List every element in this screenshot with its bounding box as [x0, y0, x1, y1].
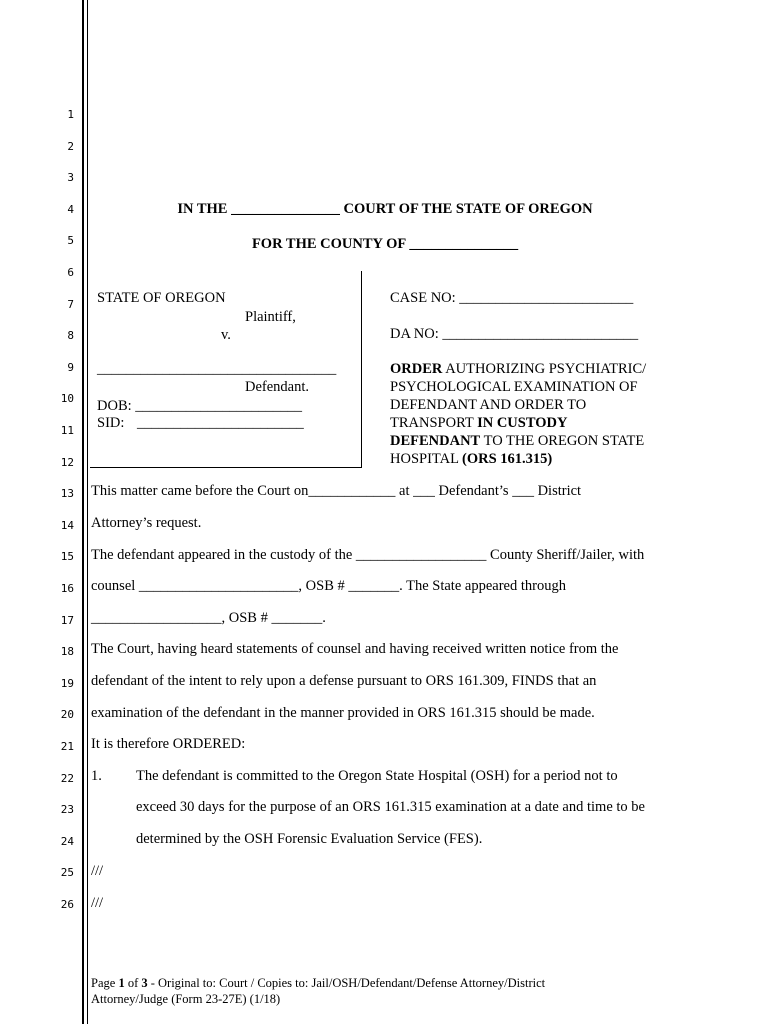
line-number: 16 [60, 582, 74, 595]
order-title-line [390, 415, 567, 432]
continuation-mark: /// [91, 895, 104, 911]
line-number: 9 [67, 360, 74, 374]
da-number-row [390, 326, 638, 343]
defendant-label: Defendant. [245, 379, 310, 395]
court-name-blank: _______________ [231, 201, 340, 217]
line-number: 17 [60, 613, 74, 627]
court-heading-suffix: COURT OF THE STATE OF OREGON [343, 201, 593, 217]
line-number: 6 [67, 266, 74, 279]
order-title-bold: ORDER [390, 361, 443, 377]
line-number: 25 [60, 866, 74, 880]
body-line-14: Attorney’s request. [91, 515, 202, 531]
order-title-text: AUTHORIZING PSYCHIATRIC/ [442, 361, 647, 377]
order-item-line: exceed 30 days for the purpose of an ORS 161.315 examination at a date and time to be [136, 799, 645, 815]
order-item-line: determined by the OSH Forensic Evaluation Service (FES). [136, 831, 483, 847]
defendant-name-blank: _________________________________ [97, 361, 337, 377]
line-number: 19 [60, 676, 74, 690]
body-line-15: The defendant appeared in the custody of the __________________ County Sheriff/Jailer, with [91, 547, 645, 563]
order-title-text: TO THE OREGON STATE [480, 433, 645, 449]
line-number: 7 [67, 297, 74, 311]
caption-divider-vertical [361, 271, 362, 468]
order-title-line [390, 451, 552, 468]
line-number: 5 [67, 234, 74, 248]
line-number: 23 [60, 803, 74, 817]
sid-row [97, 415, 304, 432]
sid-label: SID: [97, 415, 125, 431]
line-number: 26 [60, 898, 74, 911]
county-heading-prefix: FOR THE COUNTY OF [251, 236, 406, 252]
order-item-line: The defendant is committed to the Oregon State Hospital (OSH) for a period not to [136, 768, 618, 784]
body-line-19: defendant of the intent to rely upon a defense pursuant to ORS 161.309, FINDS that an [91, 673, 597, 689]
dob-row [97, 398, 302, 415]
page-of: of [124, 976, 142, 990]
dob-label: DOB: [97, 398, 132, 414]
body-line-17: __________________, OSB # _______. [91, 610, 326, 626]
da-number-blank: ___________________________ [442, 326, 639, 342]
line-number: 12 [60, 455, 74, 469]
page-current: 1 [118, 976, 125, 990]
case-number-row [390, 290, 633, 307]
line-number: 1 [67, 108, 74, 121]
order-item-number: 1. [91, 768, 102, 784]
dob-blank: _______________________ [135, 398, 303, 414]
page-label: Page [91, 976, 119, 990]
page-footer [91, 975, 751, 1007]
order-title-text: HOSPITAL [390, 451, 463, 467]
plaintiff-label: Plaintiff, [245, 309, 296, 325]
line-number: 15 [60, 550, 74, 564]
body-line-16: counsel ______________________, OSB # _______. The State appeared through [91, 578, 566, 594]
order-title-line: DEFENDANT AND ORDER TO [390, 397, 587, 413]
line-number: 21 [60, 740, 74, 753]
case-number-label: CASE NO: [390, 290, 456, 306]
line-number: 22 [60, 771, 74, 785]
versus-label: v. [221, 327, 231, 343]
distribution-text: - Original to: Court / Copies to: Jail/OSH/Defendant/Defense Attorney/District [147, 976, 546, 990]
margin-rule-left [82, 0, 84, 1024]
line-number: 20 [60, 708, 74, 722]
order-title-bold: IN CUSTODY [477, 415, 568, 431]
line-number: 24 [60, 834, 74, 848]
plaintiff-name: STATE OF OREGON [97, 290, 226, 306]
order-title-line [390, 361, 646, 378]
line-number: 18 [60, 645, 74, 659]
line-number: 2 [67, 139, 74, 153]
order-title-bold: DEFENDANT [390, 433, 481, 449]
sid-blank: _______________________ [137, 415, 304, 431]
line-number: 8 [67, 329, 74, 343]
court-heading-prefix: IN THE [177, 201, 228, 217]
county-heading [0, 236, 770, 253]
body-line-13: This matter came before the Court on____________ at ___ Defendant’s ___ District [91, 483, 582, 499]
footer-line: Attorney/Judge (Form 23-27E) (1/18) [91, 992, 281, 1006]
county-name-blank: _______________ [409, 236, 519, 252]
line-number: 3 [67, 171, 74, 185]
body-line-21: It is therefore ORDERED: [91, 736, 246, 752]
order-title-line: PSYCHOLOGICAL EXAMINATION OF [390, 379, 638, 395]
caption-divider-horizontal [90, 467, 362, 468]
page-total: 3 [141, 976, 148, 990]
order-title-line [390, 433, 644, 450]
line-number: 13 [60, 487, 74, 501]
body-line-18: The Court, having heard statements of counsel and having received written notice from the [91, 641, 619, 657]
continuation-mark: /// [91, 863, 104, 879]
order-title-text: TRANSPORT [390, 415, 478, 431]
footer-line [91, 975, 751, 991]
line-number: 10 [60, 392, 74, 406]
body-line-20: examination of the defendant in the manner provided in ORS 161.315 should be made. [91, 705, 595, 721]
line-number: 11 [60, 424, 74, 437]
margin-rule-right [87, 0, 89, 1024]
case-number-blank: ________________________ [459, 290, 634, 306]
line-number: 14 [60, 518, 74, 532]
da-number-label: DA NO: [390, 326, 439, 342]
line-number: 4 [67, 202, 74, 216]
court-heading [0, 201, 770, 218]
order-title-bold: (ORS 161.315) [462, 451, 553, 467]
